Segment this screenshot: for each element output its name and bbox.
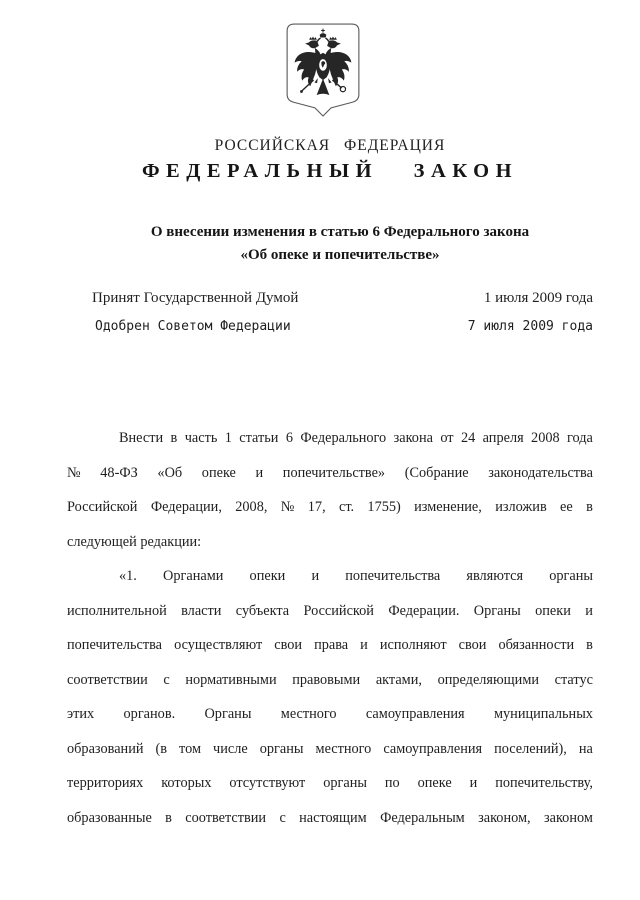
adopted-by-duma-date: 1 июля 2009 года [483,290,593,306]
body-line: Внести в часть 1 статьи 6 Федерального закона от 24 апреля 2008 года [119,430,593,446]
law-title-line1: О внесении изменения в статью 6 Федерального закона [150,224,530,240]
country-heading: РОССИЙСКАЯ ФЕДЕРАЦИЯ [214,137,446,154]
law-title [77,221,603,266]
body-line: Российской Федерации, 2008, № 17, ст. 1755) изменение, изложив ее в [67,499,593,515]
body-line: соответствии с нормативными правовыми актами, определяющими статус [67,671,593,688]
approved-by-federation-council-label: Одобрен Советом Федерации [95,319,291,334]
body-line: «1. Органами опеки и попечительства являются органы [119,568,593,584]
law-type-heading: ФЕДЕРАЛЬНЫЙ ЗАКОН [141,160,519,182]
law-body-text [67,421,593,835]
body-line: № 48-ФЗ «Об опеке и попечительстве» (Собрание законодательства [67,464,593,481]
body-line: следующей редакции: [67,533,202,550]
body-line: образованные в соответствии с настоящим Федеральным законом, законом [67,809,593,826]
body-line: образований (в том числе органы местного самоуправления поселений), на [67,740,593,757]
law-title-line2: «Об опеке и попечительстве» [240,246,440,263]
body-line: территориях которых отсутствуют органы по опеке и попечительству, [67,775,593,791]
adopted-by-duma-label: Принят Государственной Думой [92,290,299,306]
body-line: попечительства осуществляют свои права и исполняют свои обязанности в [67,637,593,653]
approved-by-federation-council-date: 7 июля 2009 года [467,319,593,334]
russian-coat-of-arms-icon [286,23,360,118]
body-line: исполнительной власти субъекта Российской Федерации. Органы опеки и [67,602,593,619]
body-line: этих органов. Органы местного самоуправления муниципальных [67,706,593,722]
coat-of-arms-emblem [286,23,360,118]
